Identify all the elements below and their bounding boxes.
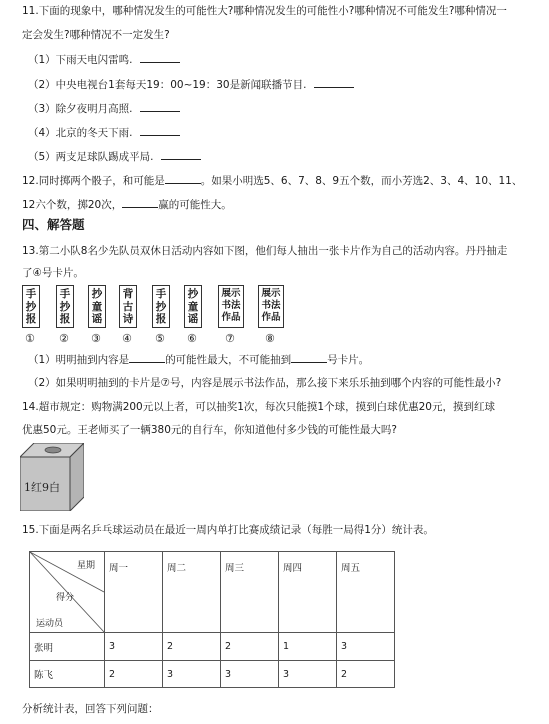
score-cell: 1: [279, 633, 337, 661]
card-number: ①: [25, 332, 35, 345]
card-char: 手: [155, 288, 167, 300]
q11-item-2-text: （2）中央电视台1套每天19：00~19：30是新闻联播节目.: [28, 79, 307, 91]
q12-text-c: 12六个数，掷20次，: [22, 199, 123, 211]
q11-item-3-text: （3）除夕夜明月高照.: [28, 103, 133, 115]
answer-blank[interactable]: [161, 149, 201, 160]
activity-card-5: [152, 285, 170, 328]
activity-card-7: [218, 285, 244, 328]
table-header-day: 周三: [221, 552, 279, 633]
score-cell: 2: [221, 633, 279, 661]
q11-stem-line2: 定会发生?哪种情况不一定发生?: [22, 29, 170, 41]
answer-blank[interactable]: [129, 352, 165, 363]
score-cell: 3: [337, 633, 395, 661]
q12-line2: [22, 197, 232, 212]
athlete-name: 张明: [30, 633, 105, 661]
card-char: 展示: [261, 288, 281, 299]
card-char: 抄: [25, 300, 37, 313]
lottery-box-label: 1红9白: [24, 481, 60, 494]
answer-blank[interactable]: [140, 125, 180, 136]
card-number: ②: [59, 332, 69, 345]
card-char: 书法: [221, 300, 241, 311]
table-header-day: 周四: [279, 552, 337, 633]
q12-line1: [22, 173, 522, 188]
athlete-name: 陈飞: [30, 661, 105, 688]
card-char: 展示: [221, 288, 241, 299]
table-header-day: 周一: [105, 552, 163, 633]
q13-stem-line1: 13.第二小队8名少先队员双休日活动内容如下图，他们每人抽出一张卡片作为自己的活动内容。丹丹抽走: [22, 245, 508, 257]
card-char: 报: [59, 313, 71, 325]
activity-card-2: [56, 285, 74, 328]
q11-item-4-text: （4）北京的冬天下雨.: [28, 127, 133, 139]
score-cell: 2: [337, 661, 395, 688]
answer-blank[interactable]: [140, 101, 180, 112]
card-char: 报: [155, 313, 167, 325]
card-char: 抄: [155, 300, 167, 313]
q15-stem: 15.下面是两名乒乓球运动员在最近一周内单打比赛成绩记录（每胜一局得1分）统计表。: [22, 524, 434, 536]
card-char: 谣: [187, 313, 199, 325]
card-number: ⑧: [265, 332, 275, 345]
activity-cards: [22, 285, 292, 330]
score-cell: 2: [105, 661, 163, 688]
score-cell: 3: [105, 633, 163, 661]
q11-item-4: [28, 125, 180, 140]
card-char: 报: [25, 313, 37, 325]
answer-blank[interactable]: [291, 352, 327, 363]
card-number: ③: [91, 332, 101, 345]
card-number: ⑥: [187, 332, 197, 345]
table-row: [30, 661, 395, 688]
score-cell: 3: [279, 661, 337, 688]
card-number: ④: [122, 332, 132, 345]
q11-item-1: [28, 52, 180, 67]
card-char: 抄: [59, 300, 71, 313]
card-char: 作品: [261, 312, 281, 323]
score-cell: 2: [163, 633, 221, 661]
card-char: 童: [91, 300, 103, 313]
table-header-day: 周五: [337, 552, 395, 633]
card-char: 背: [122, 288, 134, 300]
corner-label-athlete: 运动员: [36, 619, 64, 629]
q13-sub2: （2）如果明明抽到的卡片是⑦号，内容是展示书法作品，那么接下来乐乐抽到哪个内容的可能性最小?: [28, 377, 502, 389]
table-header-day: 周二: [163, 552, 221, 633]
answer-blank[interactable]: [314, 77, 354, 88]
q14-stem-line2: 优惠50元。王老师买了一辆380元的自行车，你知道他付多少钱的可能性最大吗?: [22, 424, 397, 436]
q15-footer: 分析统计表，回答下列问题：: [22, 703, 159, 715]
q13-sub1-b: 的可能性最大，不可能抽到: [165, 354, 292, 366]
corner-label-score: 得分: [56, 593, 75, 603]
corner-label-day: 星期: [77, 561, 96, 571]
card-char: 书法: [261, 300, 281, 311]
q11-item-1-text: （1）下雨天电闪雷鸣.: [28, 54, 133, 66]
score-cell: 3: [163, 661, 221, 688]
card-char: 手: [59, 288, 71, 300]
answer-blank[interactable]: [122, 197, 158, 208]
q12-text-d: 赢的可能性大。: [158, 199, 232, 211]
q12-text-b: 。如果小明选5、6、7、8、9五个数，而小芳选2、3、4、10、11、: [200, 175, 523, 187]
card-char: 抄: [91, 288, 103, 300]
q11-item-5-text: （5）两支足球队踢成平局.: [28, 151, 154, 163]
card-char: 抄: [187, 288, 199, 300]
answer-blank[interactable]: [140, 52, 180, 63]
card-char: 童: [187, 300, 199, 313]
activity-card-3: [88, 285, 106, 328]
q13-sub1-a: （1）明明抽到内容是: [28, 354, 130, 366]
card-char: 作品: [221, 312, 241, 323]
lottery-box: [20, 443, 84, 511]
q12-text-a: 12.同时掷两个骰子，和可能是: [22, 175, 165, 187]
table-row: [30, 633, 395, 661]
q13-sub1: [28, 352, 369, 367]
table-corner-cell: [30, 552, 105, 633]
card-number: ⑦: [225, 332, 235, 345]
section-title: 四、解答题: [22, 217, 85, 232]
score-cell: 3: [221, 661, 279, 688]
table-header-row: [30, 552, 395, 633]
card-char: 手: [25, 288, 37, 300]
card-numbers: [22, 332, 292, 346]
q11-item-2: [28, 77, 354, 92]
activity-card-6: [184, 285, 202, 328]
activity-card-8: [258, 285, 284, 328]
answer-blank[interactable]: [165, 173, 201, 184]
card-char: 谣: [91, 313, 103, 325]
q11-item-3: [28, 101, 180, 116]
card-char: 诗: [122, 313, 134, 325]
q13-stem-line2: 了④号卡片。: [22, 267, 84, 279]
card-number: ⑤: [155, 332, 165, 345]
activity-card-4: [119, 285, 137, 328]
q13-sub1-c: 号卡片。: [327, 354, 370, 366]
q11-item-5: [28, 149, 201, 164]
activity-card-1: [22, 285, 40, 328]
q14-stem-line1: 14.超市规定：购物满200元以上者，可以抽奖1次，每次只能摸1个球，摸到白球优惠20元，摸到红球: [22, 401, 495, 413]
lottery-box-drawing: [20, 443, 84, 511]
q11-stem-line1: 11.下面的现象中，哪种情况发生的可能性大?哪种情况发生的可能性小?哪种情况不可能发生?哪种情况一: [22, 5, 507, 17]
score-table: [29, 551, 395, 688]
card-char: 古: [122, 300, 134, 313]
